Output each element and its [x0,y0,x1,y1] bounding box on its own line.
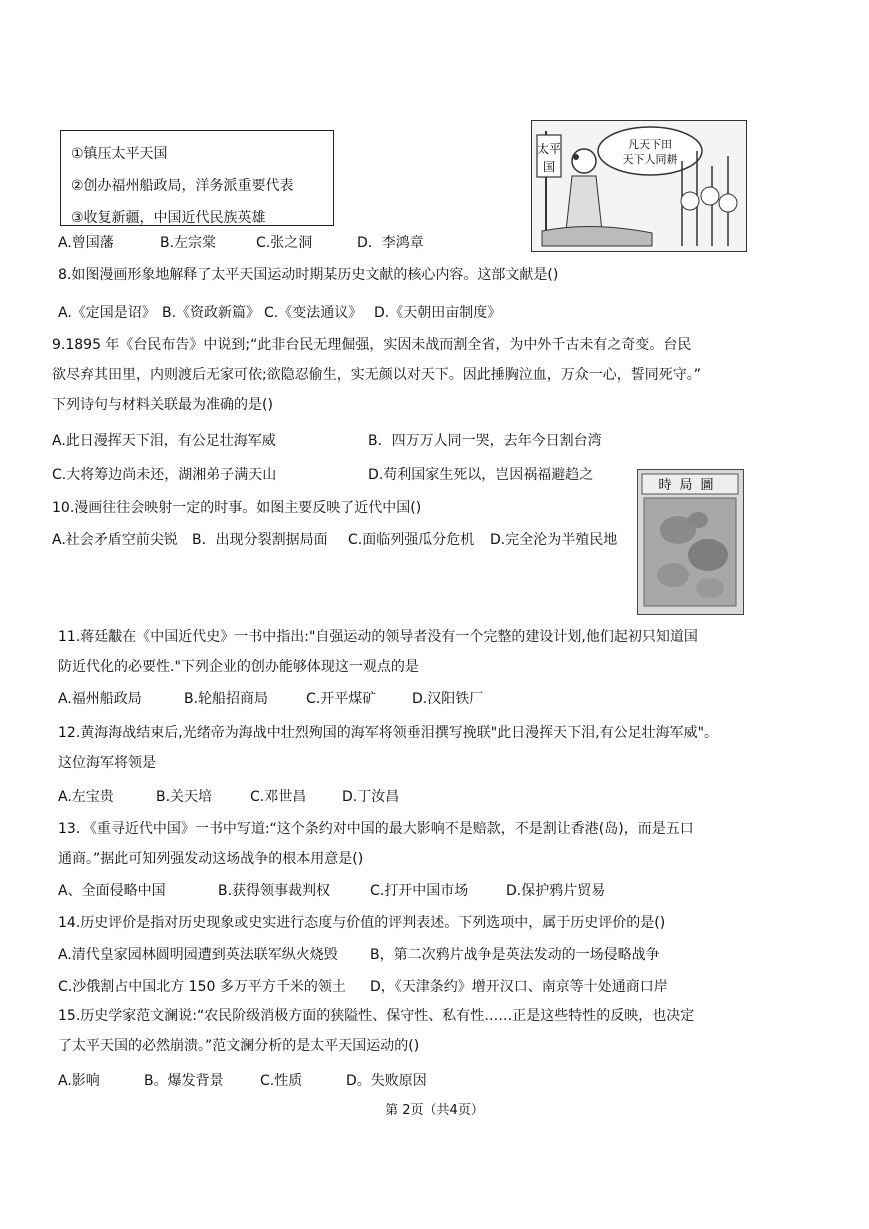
bubble-line-1: 凡天下田 [628,138,672,151]
cartoon-shiju-drawing [638,470,742,613]
clue-item: ③收复新疆，中国近代民族英雄 [71,210,266,226]
q13-option-c: C.打开中国市场 [370,883,469,899]
q11-option-b: B.轮船招商局 [184,691,269,707]
question-15-stem-line: 15.历史学家范文澜说:“农民阶级消极方面的狭隘性、保守性、私有性……正是这些特性的反映，也决定 [58,1008,695,1024]
question-14-stem: 14.历史评价是指对历史现象或史实进行态度与价值的评判表述。下列选项中，属于历史评价的是() [58,915,666,931]
q15-option-b: B。爆发背景 [144,1073,224,1089]
q10-option-b: B．出现分裂割据局面 [192,532,328,548]
q9-option-d: D.苟利国家生死以，岂因祸福避趋之 [368,467,594,483]
question-9-stem-line: 9.1895 年《台民布告》中说到;“此非台民无理倔强，实因未战而割全省，为中外千古未有之奇变。台民 [52,337,692,353]
q9-option-b: B．四万万人同一哭，去年今日割台湾 [368,433,602,449]
q15-option-d: D。失败原因 [346,1073,427,1089]
q10-option-c: C.面临列强瓜分危机 [348,532,475,548]
bubble-line-2: 天下人同耕 [622,153,678,166]
q13-option-b: B.获得领事裁判权 [218,883,331,899]
question-8-stem: 8.如图漫画形象地解释了太平天国运动时期某历史文献的核心内容。这部文献是() [58,267,559,283]
q8-option-b: B.《资政新篇》 [162,305,261,321]
clue-item: ②创办福州船政局，洋务派重要代表 [71,178,294,194]
q14-option-d: D，《天津条约》增开汉口、南京等十处通商口岸 [370,979,668,995]
q12-option-d: D.丁汝昌 [342,789,400,805]
q9-option-c: C.大将筹边尚未还，湖湘弟子满天山 [52,467,277,483]
clue-box [60,130,334,226]
cartoon-shiju-image [637,469,744,615]
q14-option-b: B，第二次鸦片战争是英法发动的一场侵略战争 [370,947,660,963]
q7-option-b: B.左宗棠 [160,235,217,251]
q13-option-d: D.保护鸦片贸易 [506,883,606,899]
q11-option-c: C.开平煤矿 [306,691,377,707]
q14-option-a: A.清代皇家园林圆明园遭到英法联军纵火烧毁 [58,947,338,963]
q15-option-a: A.影响 [58,1073,100,1089]
question-12-stem-line: 这位海军将领是 [58,755,156,771]
q7-option-d: D．李鸿章 [357,235,424,251]
q10-option-d: D.完全沦为半殖民地 [490,532,618,548]
banner-text: 太平 [536,142,562,156]
q8-option-d: D.《天朝田亩制度》 [374,305,502,321]
cartoon-taiping-drawing [532,121,745,250]
q14-option-c: C.沙俄割占中国北方 150 多万平方千米的领土 [58,979,346,995]
question-15-stem-line: 了太平天国的必然崩溃。”范文澜分析的是太平天国运动的() [58,1038,420,1054]
question-12-stem-line: 12.黄海海战结束后,光绪帝为海战中壮烈殉国的海军将领垂泪撰写挽联"此日漫挥天下泪,有公足壮海军威"。 [58,725,719,741]
question-11-stem-line: 11.蒋廷黻在《中国近代史》一书中指出:"自强运动的领导者没有一个完整的建设计划,他们起初只知道国 [58,629,698,645]
cartoon-taiping-image [531,120,747,252]
question-11-stem-line: 防近代化的必要性."下列企业的创办能够体现这一观点的是 [58,659,419,675]
q12-option-a: A.左宝贵 [58,789,114,805]
banner-text-2: 国 [542,160,556,174]
q8-option-c: C.《变法通议》 [264,305,363,321]
q12-option-c: C.邓世昌 [250,789,307,805]
question-9-stem-line: 下列诗句与材料关联最为准确的是() [52,397,273,413]
clue-item: ①镇压太平天国 [71,146,168,162]
q8-option-a: A.《定国是诏》 [58,305,156,321]
q10-option-a: A.社会矛盾空前尖锐 [52,532,178,548]
q15-option-c: C.性质 [260,1073,303,1089]
q7-option-c: C.张之洞 [256,235,313,251]
q13-option-a: A、全面侵略中国 [58,883,166,899]
question-13-stem-line: 13．《重寻近代中国》一书中写道:“这个条约对中国的最大影响不是赔款，不是割让香港(岛)，而是五口 [58,821,694,837]
page-footer: 第 2页（共4页） [385,1103,484,1118]
q9-option-a: A.此日漫挥天下泪，有公足壮海军威 [52,433,276,449]
q11-option-d: D.汉阳铁厂 [412,691,484,707]
question-10-stem: 10.漫画往往会映射一定的时事。如图主要反映了近代中国() [52,500,422,516]
q11-option-a: A.福州船政局 [58,691,142,707]
question-9-stem-line: 欲尽弃其田里，内则渡后无家可依;欲隐忍偷生，实无颜以对天下。因此捶胸泣血，万众一心，誓同死守。” [52,367,701,383]
cartoon-title: 時局圖 [658,478,722,493]
question-13-stem-line: 通商。”据此可知列强发动这场战争的根本用意是() [58,851,364,867]
q7-option-a: A.曾国藩 [58,235,114,251]
q12-option-b: B.关天培 [156,789,213,805]
